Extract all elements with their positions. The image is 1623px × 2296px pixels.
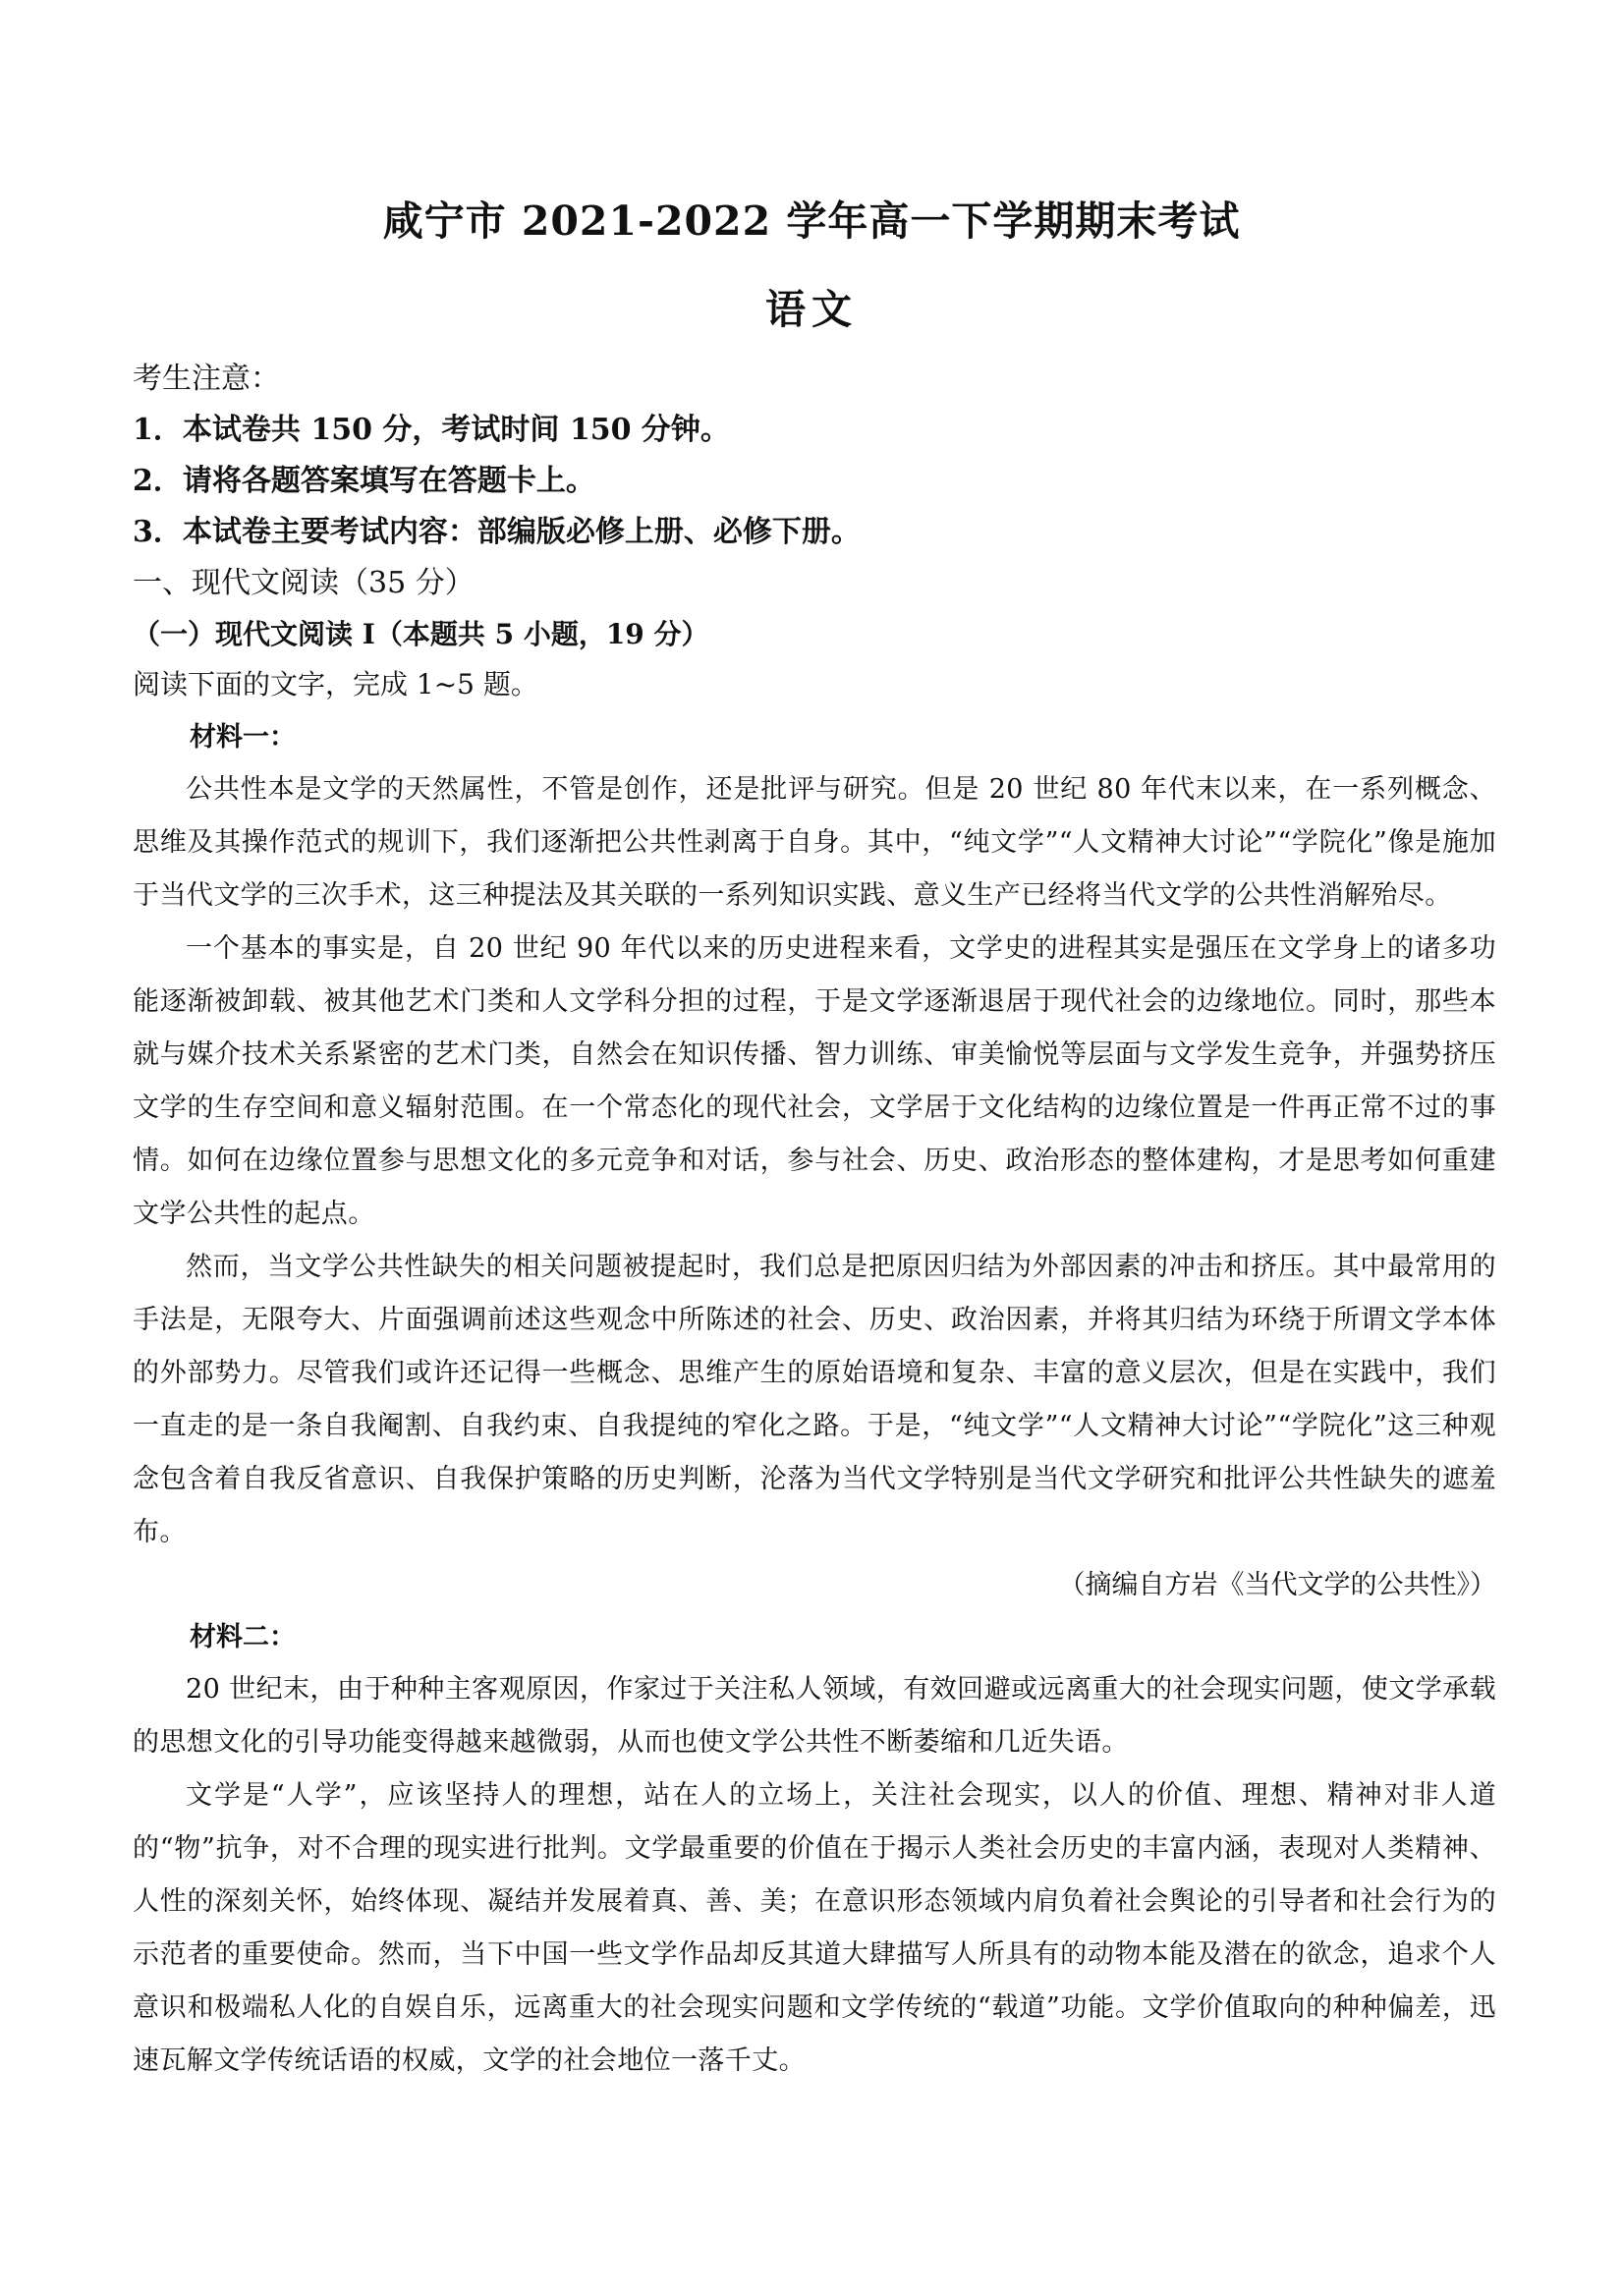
section-subtitle: （一）现代文阅读 I（本题共 5 小题，19 分） <box>133 618 709 650</box>
material-1-source: （摘编自方岩《当代文学的公共性》） <box>1058 1570 1496 1600</box>
material-1-paragraph-3: 然而，当文学公共性缺失的相关问题被提起时，我们总是把原因归结为外部因素的冲击和挤压。其中最常用的手法是，无限夸大、片面强调前述这些观念中所陈述的社会、历史、政治因素，并将其归结为环绕于所谓文学本体的外部势力。尽管我们或许还记得一些概念、思维产生的原始语境和复杂、丰富的意义层次，但是在实践中，我们一直走的是一条自我阉割、自我约束、自我提纯的窄化之路。于是，“纯文学”“人文精神大讨论”“学院化”这三种观念包含着自我反省意识、自我保护策略的历史判断，沦落为当代文学特别是当代文学研究和批评公共性缺失的遮羞布。 <box>133 1252 1496 1547</box>
material-2-paragraph-2: 文学是“人学”，应该坚持人的理想，站在人的立场上，关注社会现实，以人的价值、理想、精神对非人道的“物”抗争，对不合理的现实进行批判。文学最重要的价值在于揭示人类社会历史的丰富内涵，表现对人类精神、人性的深刻关怀，始终体现、凝结并发展着真、善、美；在意识形态领域内肩负着社会舆论的引导者和社会行为的示范者的重要使命。然而，当下中国一些文学作品却反其道大肆描写人所具有的动物本能及潜在的欲念，追求个人意识和极端私人化的自娱自乐，远离重大的社会现实问题和文学传统的“载道”功能。文学价值取向的种种偏差，迅速瓦解文学传统话语的权威，文学的社会地位一落千丈。 <box>133 1780 1496 2076</box>
notice-item-3: 3．本试卷主要考试内容：部编版必修上册、必修下册。 <box>133 515 861 549</box>
section-title: 一、现代文阅读（35 分） <box>133 566 475 600</box>
exam-title: 咸宁市 2021-2022 学年高一下学期期末考试 <box>382 197 1241 245</box>
section-instruction: 阅读下面的文字，完成 1~5 题。 <box>133 668 538 700</box>
material-2-label: 材料二： <box>190 1622 296 1652</box>
notice-item-2: 2．请将各题答案填写在答题卡上。 <box>133 464 595 498</box>
notice-heading: 考生注意： <box>133 362 280 396</box>
material-1-paragraph-1: 公共性本是文学的天然属性，不管是创作，还是批评与研究。但是 20 世纪 80 年代末以来，在一系列概念、思维及其操作范式的规训下，我们逐渐把公共性剥离于自身。其中，“纯文学”“人文精神大讨论”“学院化”像是施加于当代文学的三次手术，这三种提法及其关联的一系列知识实践、意义生产已经将当代文学的公共性消解殆尽。 <box>133 774 1496 911</box>
exam-subject: 语文 <box>765 286 858 333</box>
material-1-label: 材料一： <box>190 722 296 753</box>
notice-block <box>133 354 1498 709</box>
material-2-paragraph-1: 20 世纪末，由于种种主客观原因，作家过于关注私人领域，有效回避或远离重大的社会现实问题，使文学承载的思想文化的引导功能变得越来越微弱，从而也使文学公共性不断萎缩和几近失语。 <box>133 1674 1496 1758</box>
reading-body <box>133 712 1496 2088</box>
notice-item-1: 1．本试卷共 150 分，考试时间 150 分钟。 <box>133 413 730 447</box>
material-1-paragraph-2: 一个基本的事实是，自 20 世纪 90 年代以来的历史进程来看，文学史的进程其实是强压在文学身上的诸多功能逐渐被卸载、被其他艺术门类和人文学科分担的过程，于是文学逐渐退居于现代社会的边缘地位。同时，那些本就与媒介技术关系紧密的艺术门类，自然会在知识传播、智力训练、审美愉悦等层面与文学发生竞争，并强势挤压文学的生存空间和意义辐射范围。在一个常态化的现代社会，文学居于文化结构的边缘位置是一件再正常不过的事情。如何在边缘位置参与思想文化的多元竞争和对话，参与社会、历史、政治形态的整体建构，才是思考如何重建文学公共性的起点。 <box>133 933 1496 1229</box>
